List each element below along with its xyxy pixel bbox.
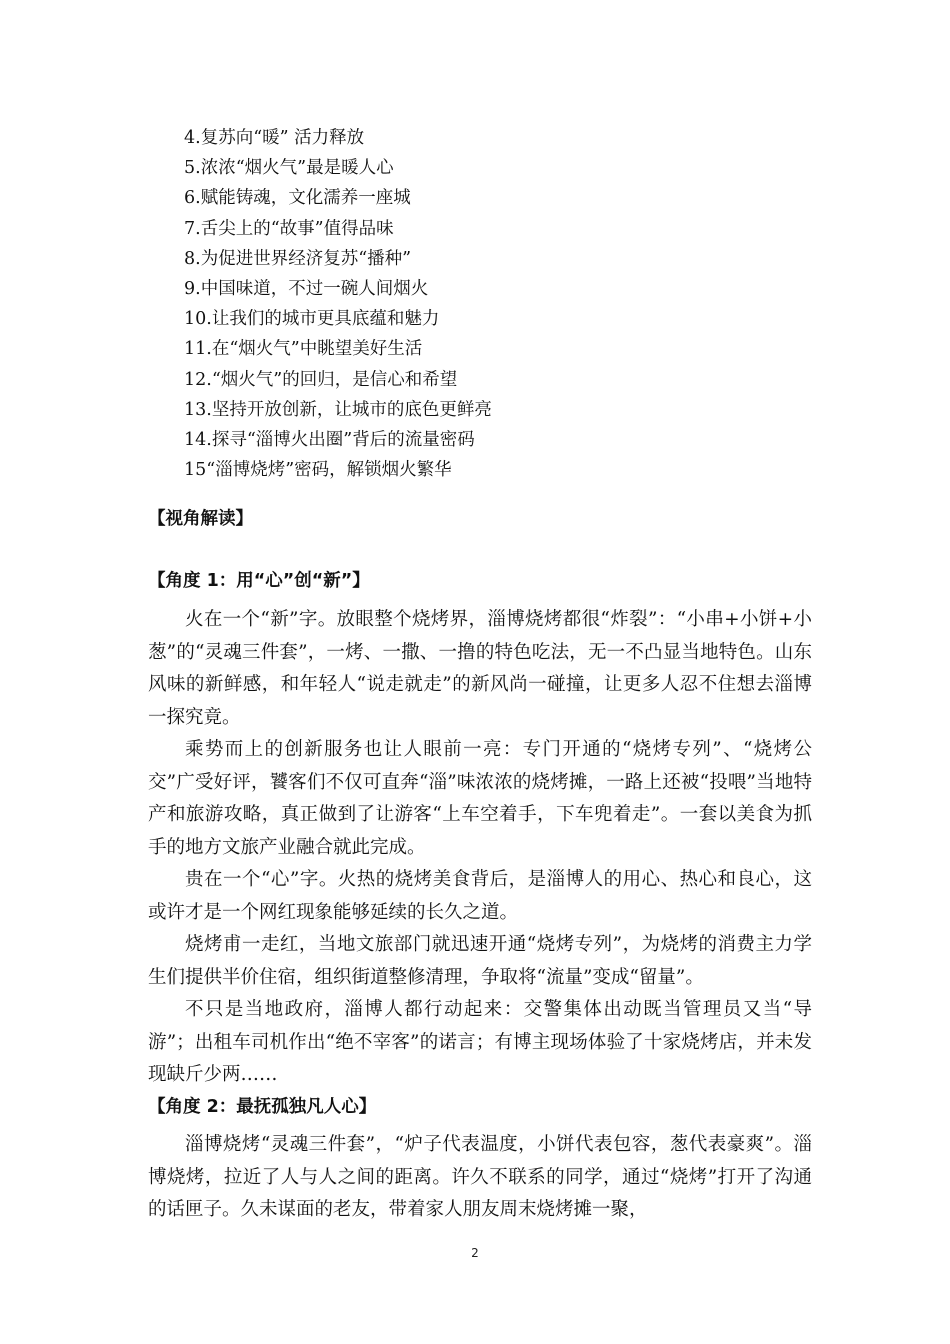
- paragraph: 淄博烧烤“灵魂三件套”，“炉子代表温度，小饼代表包容，葱代表豪爽”。淄博烧烤，拉近了人与人之间的距离。许久不联系的同学，通过“烧烤”打开了沟通的话匣子。久未谋面的老友，带着家人朋友周末烧烤摊一聚，: [148, 1134, 812, 1220]
- paragraph: 贵在一个“心”字。火热的烧烤美食背后，是淄博人的用心、热心和良心，这或许才是一个网红现象能够延续的长久之道。: [148, 869, 812, 923]
- list-item: 12.“烟火气”的回归，是信心和希望: [184, 369, 458, 390]
- page-number: 2: [471, 1246, 479, 1260]
- list-item: 10.让我们的城市更具底蕴和魅力: [184, 309, 440, 330]
- list-item: 15“淄博烧烤”密码，解锁烟火繁华: [184, 460, 452, 481]
- list-item: 14.探寻“淄博火出圈”背后的流量密码: [184, 429, 475, 450]
- list-item: 5.浓浓“烟火气”最是暖人心: [184, 158, 394, 179]
- list-item: 4.复苏向“暖” 活力释放: [184, 128, 365, 148]
- list-item: 7.舌尖上的“故事”值得品味: [184, 218, 394, 239]
- list-item: 11.在“烟火气”中眺望美好生活: [184, 339, 423, 360]
- paragraph: 火在一个“新”字。放眼整个烧烤界，淄博烧烤都很“炸裂”：“小串+小饼+小葱”的“灵魂三件套”，一烤、一撒、一撸的特色吃法，无一不凸显当地特色。山东风味的新鲜感，和年轻人“说走就走”的新风尚一碰撞，让更多人忍不住想去淄博一探究竟。: [148, 609, 812, 728]
- angle1-body: [148, 604, 812, 1092]
- list-item: 6.赋能铸魂，文化濡养一座城: [184, 188, 411, 209]
- paragraph: 乘势而上的创新服务也让人眼前一亮：专门开通的“烧烤专列”、“烧烤公交”广受好评，饕客们不仅可直奔“淄”味浓浓的烧烤摊，一路上还被“投喂”当地特产和旅游攻略，真正做到了让游客“上车空着手，下车兜着走”。一套以美食为抓手的地方文旅产业融合就此完成。: [148, 739, 812, 858]
- list-item: 13.坚持开放创新，让城市的底色更鲜亮: [184, 399, 492, 420]
- paragraph: 不只是当地政府，淄博人都行动起来：交警集体出动既当管理员又当“导游”；出租车司机作出“绝不宰客”的诺言；有博主现场体验了十家烧烤店，并未发现缺斤少两……: [148, 999, 812, 1085]
- angle2-body: [148, 1129, 812, 1227]
- angle2-heading: 【角度 2：最抚孤独凡人心】: [148, 1097, 377, 1117]
- angle1-heading: 【角度 1：用“心”创“新”】: [148, 571, 370, 591]
- list-item: 9.中国味道，不过一碗人间烟火: [184, 278, 429, 299]
- section-heading: 【视角解读】: [148, 509, 253, 529]
- titles-list: [184, 123, 492, 485]
- paragraph: 烧烤甫一走红，当地文旅部门就迅速开通“烧烤专列”，为烧烤的消费主力学生们提供半价住宿，组织街道整修清理，争取将“流量”变成“留量”。: [148, 934, 812, 988]
- list-item: 8.为促进世界经济复苏“播种”: [184, 248, 412, 269]
